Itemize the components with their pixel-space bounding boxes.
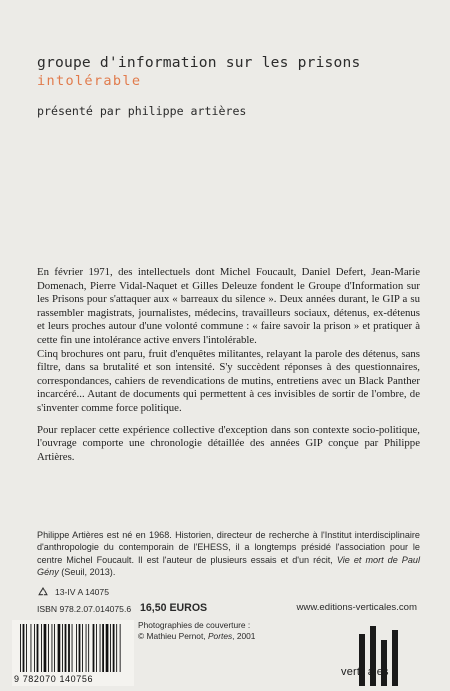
barcode-bar [106, 624, 109, 672]
catalog-code: 13-IV A 14075 [55, 587, 109, 597]
barcode-bar [79, 624, 81, 672]
barcode-bar [68, 624, 70, 672]
logo-text [341, 666, 389, 678]
barcode-bar [62, 624, 63, 672]
logo-part2: ales [367, 666, 389, 678]
catalog-code-line [37, 586, 109, 598]
isbn: ISBN 978.2.07.014075.6 [37, 604, 132, 614]
barcode-bar [23, 624, 25, 672]
publisher-website: www.editions-verticales.com [296, 602, 417, 613]
barcode-bar [88, 624, 89, 672]
barcode-bar [116, 624, 117, 672]
paragraph-2: Cinq brochures ont paru, fruit d'enquêtes militantes, relayant la parole des détenus, sans filtre, dans sa brutalité et son intensité. S'y succèdent réponses à des questionnaires, correspondances, cahiers de revendications de mutins, entretiens avec un Black Panther incarcéré... Autant de documents qui permettent à ces invisibles de sortir de l'ombre, de s'inventer comme force politique. [37, 347, 420, 414]
barcode-bar [100, 624, 101, 672]
paragraph-3: Pour replacer cette expérience collective d'exception dans son contexte socio-politique, l'ouvrage comporte une chronologie détaillée des années GIP conçue par Philippe Artières. [37, 423, 420, 463]
barcode-bar [76, 624, 77, 672]
bio-work-suffix: (Seuil, 2013). [58, 567, 116, 578]
back-cover-text [37, 266, 420, 464]
barcode-bar [102, 624, 104, 672]
barcode [12, 620, 134, 686]
barcode-bar [41, 624, 42, 672]
series-title: groupe d'information sur les prisons [37, 54, 361, 71]
bio-work-title: Vie et mort de Paul Gény [37, 554, 420, 578]
recycle-icon [37, 586, 49, 598]
barcode-bar [44, 624, 47, 672]
credits-name: © Mathieu Pernot, [138, 631, 208, 641]
barcode-bar [65, 624, 67, 672]
price: 16,50 EUROS [140, 602, 208, 614]
barcode-digits: 9 782070 140756 [14, 674, 94, 684]
bio-paragraph [37, 529, 420, 579]
presenter-line: présenté par philippe artières [37, 104, 247, 118]
barcode-bar [120, 624, 121, 672]
credits-work: Portes [207, 631, 233, 641]
author-bio [37, 529, 420, 579]
barcode-bar [48, 624, 49, 672]
barcode-bar [34, 624, 35, 672]
credits-label: Photographies de couverture : [138, 620, 251, 630]
barcode-bar [20, 624, 21, 672]
logo-part1: verti [341, 666, 363, 678]
barcode-bar [37, 624, 39, 672]
barcode-bar [58, 624, 61, 672]
barcode-bar [54, 624, 55, 672]
barcode-bar [113, 624, 115, 672]
publisher-logo [339, 626, 419, 686]
barcode-bar [93, 624, 95, 672]
photo-credits [138, 620, 255, 642]
credits-year: , 2001 [232, 631, 256, 641]
barcode-bar [86, 624, 87, 672]
barcode-bar [26, 624, 27, 672]
barcode-bar [72, 624, 73, 672]
barcode-bar [31, 624, 32, 672]
barcode-bar [96, 624, 97, 672]
barcode-bar [82, 624, 83, 672]
book-title: intolérable [37, 73, 142, 89]
paragraph-1: En février 1971, des intellectuels dont Michel Foucault, Daniel Defert, Jean-Marie Domenach, Pierre Vidal-Naquet et Gilles Deleuze fondent le Groupe d'Information sur les Prisons pour s'attaquer aux « barreaux du silence ». Deux années durant, le GIP a su rassembler magistrats, journalistes, médecins, travailleurs sociaux, détenus, ex-détenus et leurs proches autour d'une volonté commune : « faire savoir la prison » et pratiquer à cette fin une intolérance active envers l'intolérable. [37, 266, 420, 346]
barcode-bar [110, 624, 111, 672]
bio-text: Philippe Artières est né en 1968. Historien, directeur de recherche à l'Institut interdisciplinaire d'anthropologie du contemporain de l'EHESS, il a longtemps présidé l'association pour le centre Michel Foucault. Il est l'auteur de plusieurs essais et d'un récit, [37, 530, 420, 565]
credits-line [138, 631, 255, 642]
barcode-bar [52, 624, 53, 672]
cover-header [37, 54, 437, 118]
